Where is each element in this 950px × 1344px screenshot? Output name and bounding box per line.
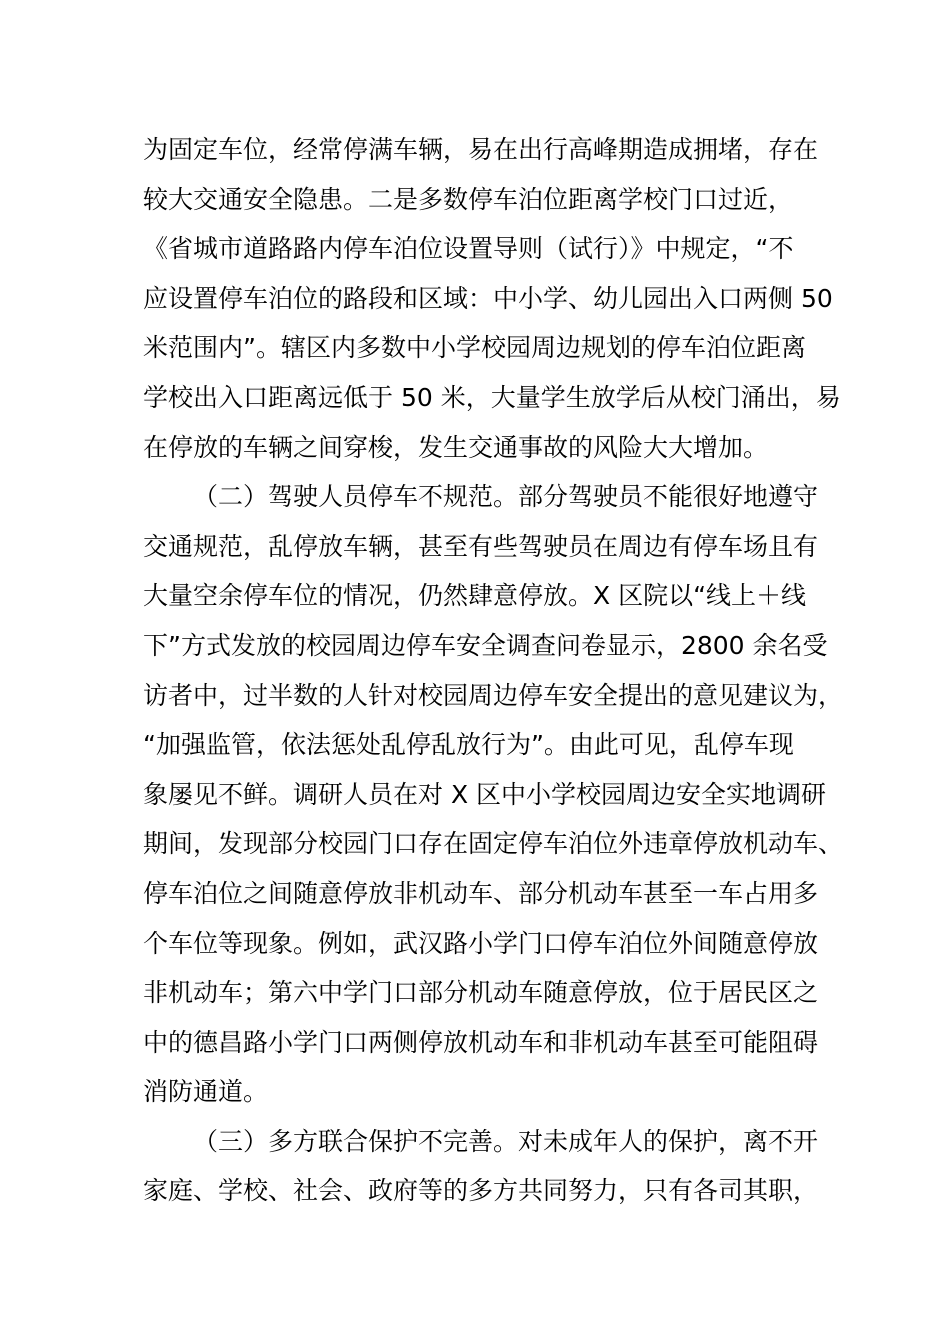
text-line: 家庭、学校、社会、政府等的多方共同努力，只有各司其职， (143, 1176, 819, 1206)
text-line: 米范围内”。辖区内多数中小学校园周边规划的停车泊位距离 (143, 333, 806, 363)
text-line: 个车位等现象。例如，武汉路小学门口停车泊位外间随意停放 (143, 928, 819, 958)
body-text (143, 125, 844, 1216)
text-line: 大量空余停车位的情况，仍然肆意停放。X 区院以“线上＋线 (143, 581, 807, 611)
text-line: 较大交通安全隐患。二是多数停车泊位距离学校门口过近， (143, 184, 794, 214)
text-line: 停车泊位之间随意停放非机动车、部分机动车甚至一车占用多 (143, 878, 819, 908)
section-heading-line: （二）驾驶人员停车不规范。部分驾驶员不能很好地遵守 (193, 482, 819, 512)
text-line: 期间，发现部分校园门口存在固定停车泊位外违章停放机动车、 (143, 829, 844, 859)
text-line: 中的德昌路小学门口两侧停放机动车和非机动车甚至可能阻碍 (143, 1027, 819, 1057)
text-line: 非机动车；第六中学门口部分机动车随意停放，位于居民区之 (143, 978, 819, 1008)
text-line: 为固定车位，经常停满车辆，易在出行高峰期造成拥堵，存在 (143, 135, 819, 164)
text-line: 应设置停车泊位的路段和区域：中小学、幼儿园出入口两侧 50 (143, 283, 833, 313)
text-line: 象屡见不鲜。调研人员在对 X 区中小学校园周边安全实地调研 (143, 779, 827, 809)
text-line: 学校出入口距离远低于 50 米，大量学生放学后从校门涌出，易 (143, 382, 841, 412)
text-line: “加强监管，依法惩处乱停乱放行为”。由此可见，乱停车现 (143, 730, 794, 760)
section-heading-line: （三）多方联合保护不完善。对未成年人的保护，离不开 (193, 1126, 819, 1156)
text-line: 《省城市道路路内停车泊位设置导则（试行）》中规定，“不 (143, 234, 794, 264)
text-line: 交通规范，乱停放车辆，甚至有些驾驶员在周边有停车场且有 (143, 531, 819, 561)
text-line: 消防通道。 (143, 1077, 269, 1107)
text-line: 访者中，过半数的人针对校园周边停车安全提出的意见建议为， (143, 680, 844, 710)
text-line: 在停放的车辆之间穿梭，发生交通事故的风险大大增加。 (143, 432, 769, 462)
text-line: 下”方式发放的校园周边停车安全调查问卷显示，2800 余名受 (143, 630, 828, 660)
